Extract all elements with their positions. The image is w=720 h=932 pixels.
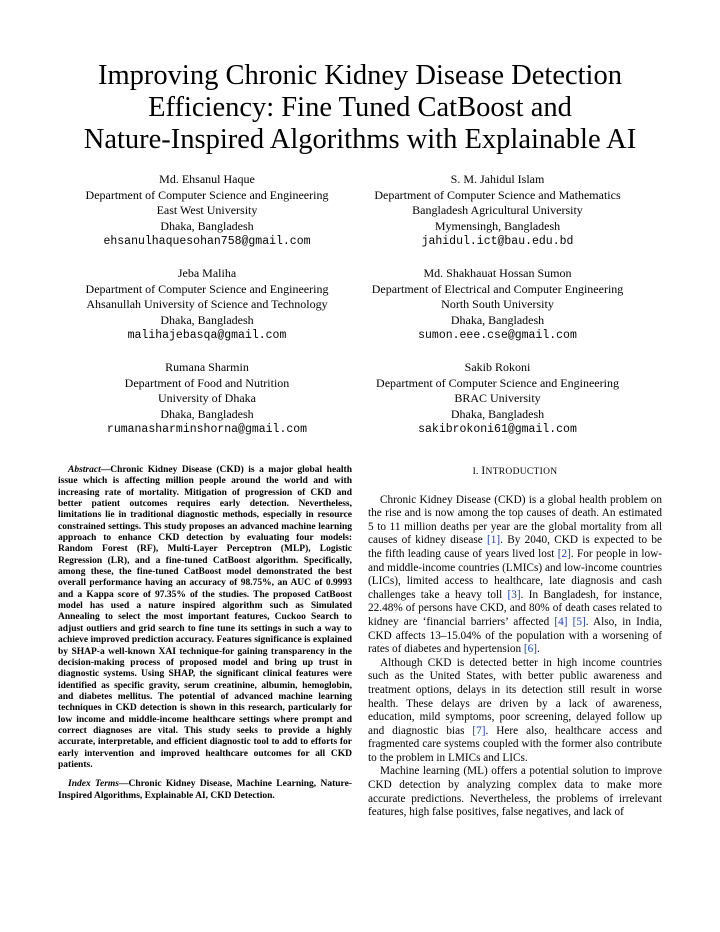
citation-link[interactable]: [2] xyxy=(557,547,571,560)
author-department: Department of Computer Science and Mathematics xyxy=(374,187,621,202)
author-location: Dhaka, Bangladesh xyxy=(450,312,545,327)
author-department: Department of Computer Science and Engineering xyxy=(376,375,619,390)
citation-link[interactable]: [3] xyxy=(507,588,521,601)
author-email[interactable]: rumanasharminshorna@gmail.com xyxy=(106,423,308,436)
paragraph-text: Although CKD is detected better in high income countries such as the United States, with better public awareness and treatment options, delays in its detection still result in worse health. These delays are driven by a lack of awareness, education, mild symptoms, poor screening, delayed follow up and diagnostic bias xyxy=(368,656,662,737)
paragraph-text: . By 2040, CKD is expected to be the fifth leading cause of years lived lost xyxy=(368,534,662,560)
author-email[interactable]: sakibrokoni61@gmail.com xyxy=(418,423,577,436)
author-location: Dhaka, Bangladesh xyxy=(160,312,254,327)
author-email[interactable]: jahidul.ict@bau.edu.bd xyxy=(421,235,574,248)
author-location: Dhaka, Bangladesh xyxy=(160,218,254,233)
author-name: Jeba Maliha xyxy=(177,266,237,280)
author-block xyxy=(62,266,352,344)
author-location: Dhaka, Bangladesh xyxy=(160,406,254,421)
author-block xyxy=(350,172,645,250)
author-block xyxy=(350,266,645,344)
author-name: Md. Ehsanul Haque xyxy=(159,172,255,186)
author-location: Dhaka, Bangladesh xyxy=(450,406,545,421)
paragraph-text: . Also, in India, CKD affects 13–15.04% of the population with a worsening of rates of diabetes and hypertension xyxy=(368,615,663,656)
abstract-text: —Chronic Kidney Disease (CKD) is a major global health issue which is affecting million people around the world and with increasing rate of mortality. Mitigation of progression of CKD and better patient outcomes requires early detection. Nevertheless, limitations lie in traditional diagnostic methods, especially in resource constrained settings. This study proposes an advanced machine learning approach to enhance CKD detection by evaluating four models: Random Forest (RF), Multi-Layer Perceptron (MLP), Logistic Regression (LR), and a fine-tuned CatBoost algorithm. Specifically, among these, the fine-tuned CatBoost model demonstrated the best overall performance having an accuracy of 98.75%, an AUC of 0.9993 and a Kappa score of 97.35% of the studies. The proposed CatBoost model has used a nature inspired algorithm such as Simulated Annealing to select the most important features, Cuckoo Search to adjust outliers and grid search to fine tune its settings in such a way to achieve improved prediction accuracy. Features significance is explained by SHAP-a well-known XAI technique-for gaining transparency in the decision-making process of proposed model and bring up trust in diagnostic systems. Using SHAP, the significant clinical features were identified as specific gravity, serum creatinine, albumin, hemoglobin, and diabetes mellitus. The potential of advanced machine learning techniques in CKD detection is shown in this research, particularly for low income and middle-income healthcare settings where prompt and correct diagnoses are vital. This study seeks to provide a highly accurate, interpretable, and efficient diagnostic tool to add to efforts for early intervention and improved healthcare outcomes for all CKD patients. xyxy=(58,465,352,770)
author-name: Sakib Rokoni xyxy=(464,360,531,374)
paragraph-text: . In Bangladesh, for instance, 22.48% of persons have CKD, and 80% of death cases related to kidney are ‘financial barriers’ affected xyxy=(368,588,663,628)
section-title: INTRODUCTION xyxy=(481,465,558,477)
author-location: Mymensingh, Bangladesh xyxy=(434,218,561,233)
author-email[interactable]: ehsanulhaquesohan758@gmail.com xyxy=(103,235,311,248)
author-email[interactable]: sumon.eee.cse@gmail.com xyxy=(418,329,577,342)
index-terms-text: —Chronic Kidney Disease, Machine Learning, Nature-Inspired Algorithms, Explainable AI, CKD Detection. xyxy=(58,779,352,801)
abstract xyxy=(58,465,352,771)
section-heading xyxy=(368,465,662,480)
author-name: S. M. Jahidul Islam xyxy=(450,172,545,186)
title-line: Improving Chronic Kidney Disease Detection xyxy=(98,60,622,91)
author-department: Department of Computer Science and Engineering xyxy=(85,187,329,202)
author-institution: BRAC University xyxy=(454,391,541,405)
author-institution: Bangladesh Agricultural University xyxy=(412,203,583,217)
intro-paragraph-1 xyxy=(368,494,662,657)
citation-link[interactable]: [1] xyxy=(487,534,501,547)
paragraph-text: . Here also, healthcare access and fragmented care systems coupled with the former also contribute to the problem in LMICs and LICs. xyxy=(368,724,663,764)
author-institution: University of Dhaka xyxy=(158,391,256,405)
index-terms-label: Index Terms xyxy=(68,779,119,790)
citation-link[interactable]: [7] xyxy=(472,724,486,737)
author-department: Department of Food and Nutrition xyxy=(124,375,290,390)
author-institution: East West University xyxy=(156,203,258,217)
paragraph-text: Chronic Kidney Disease (CKD) is a global health problem on the rise and is now among the top causes of death. An estimated 5 to 11 million deaths per year are the global mortality from all causes of kidney disease xyxy=(368,493,662,547)
author-name: Rumana Sharmin xyxy=(165,360,249,374)
index-terms xyxy=(58,779,352,802)
paragraph-text: . For people in low- and middle-income countries (LMICs) and low-income countries (LICs), limited access to healthcare, late diagnosis and cash challenges take a heavy toll xyxy=(368,547,662,601)
paragraph-text: . xyxy=(537,643,540,656)
citation-link[interactable]: [4] xyxy=(554,615,568,628)
author-block xyxy=(350,360,645,438)
title-line: Efficiency: Fine Tuned CatBoost and xyxy=(148,92,572,123)
abstract-label: Abstract xyxy=(68,465,101,475)
introduction-column xyxy=(368,465,662,820)
author-email[interactable]: malihajebasqa@gmail.com xyxy=(127,329,287,342)
citation-link[interactable]: [6] xyxy=(523,643,538,656)
citation-link[interactable]: [5] xyxy=(572,615,586,628)
intro-paragraph-2 xyxy=(368,657,662,766)
intro-paragraph-3: Machine learning (ML) offers a potential solution to improve CKD detection by analyzing complex data to make more accurate predictions. Nevertheless, the problems of irrelevant features, high false positives, false negatives, and lack of xyxy=(368,765,662,819)
author-department: Department of Electrical and Computer Engineering xyxy=(371,281,624,296)
author-block xyxy=(62,360,352,438)
author-institution: North South University xyxy=(441,297,554,311)
abstract-column xyxy=(58,465,352,802)
author-name: Md. Shakhauat Hossan Sumon xyxy=(423,266,572,280)
paper-title xyxy=(0,60,720,156)
section-number: I. xyxy=(472,467,479,477)
author-block xyxy=(62,172,352,250)
title-line: Nature-Inspired Algorithms with Explainable AI xyxy=(83,124,637,155)
author-department: Department of Computer Science and Engineering xyxy=(85,281,329,296)
author-institution: Ahsanullah University of Science and Technology xyxy=(86,297,328,311)
